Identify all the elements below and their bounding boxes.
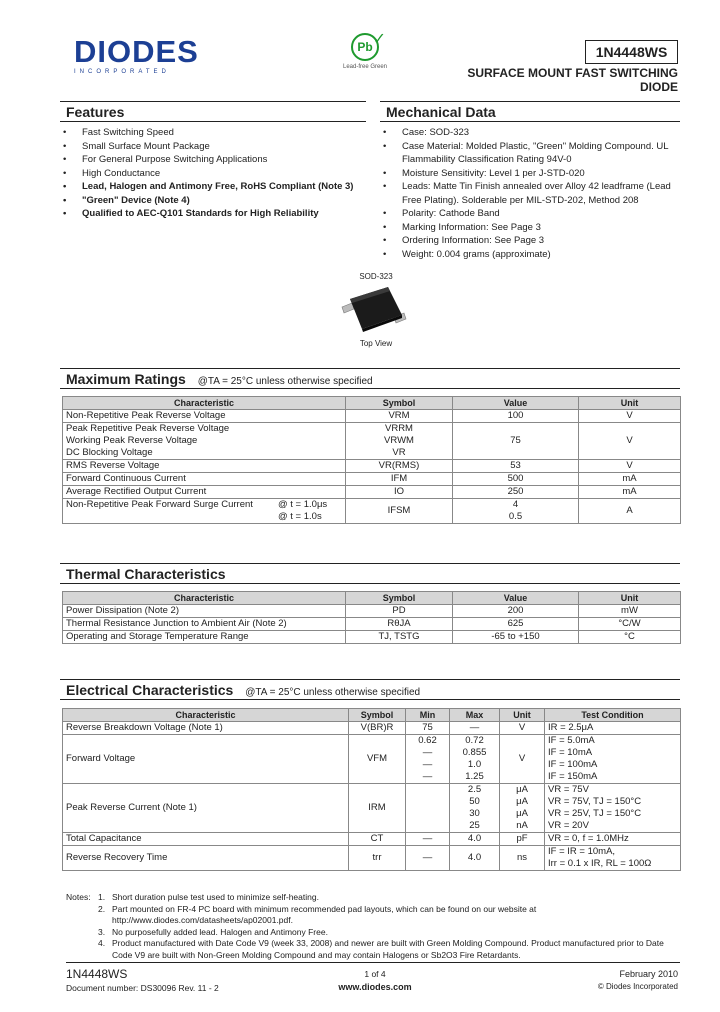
- footer-copyright: © Diodes Incorporated: [597, 982, 678, 991]
- cell-value: 100: [453, 410, 579, 423]
- sod323-package-icon: [336, 281, 416, 337]
- notes-section: [66, 892, 680, 961]
- min-line: 0.62: [418, 735, 437, 746]
- characteristic-line: Peak Repetitive Peak Reverse Voltage: [66, 423, 230, 434]
- cell-min: 75: [406, 722, 450, 735]
- surge-conditions: [278, 499, 327, 523]
- electrical-heading: [60, 679, 680, 700]
- feature-item: • For General Purpose Switching Applications: [60, 153, 370, 167]
- table-row: [63, 499, 681, 524]
- mechanical-item: • Marking Information: See Page 3: [380, 221, 680, 235]
- cell-max: 4.0: [450, 833, 500, 846]
- footer-website-link[interactable]: www.diodes.com: [338, 982, 412, 992]
- test-line: IF = 150mA: [548, 771, 598, 782]
- footer-document-number: Document number: DS30096 Rev. 11 - 2: [66, 983, 219, 993]
- max-line: 30: [469, 808, 480, 819]
- min-line: —: [422, 747, 433, 758]
- characteristic-line: Working Peak Reverse Voltage: [66, 435, 198, 446]
- test-line: VR = 75V: [548, 784, 589, 795]
- electrical-condition: @TA = 25°C unless otherwise specified: [245, 687, 421, 698]
- cell-characteristic: Total Capacitance: [63, 833, 349, 846]
- cell-min: [406, 784, 450, 833]
- col-max: Max: [450, 709, 500, 722]
- cell-characteristic: Non-Repetitive Peak Reverse Voltage: [63, 410, 346, 423]
- cell-characteristic: Operating and Storage Temperature Range: [63, 631, 346, 644]
- note-number: 2.: [98, 903, 106, 914]
- symbol-line: VRWM: [384, 435, 414, 446]
- table-row: [63, 735, 681, 784]
- cell-value: 625: [453, 618, 579, 631]
- mechanical-list: [380, 126, 680, 261]
- cell-min: —: [406, 833, 450, 846]
- electrical-table: [62, 708, 681, 871]
- max-ratings-condition: @TA = 25°C unless otherwise specified: [197, 376, 373, 387]
- unit-line: μA: [516, 808, 528, 819]
- max-ratings-title: Maximum Ratings: [66, 371, 186, 387]
- note-text: Part mounted on FR-4 PC board with minimum recommended pad layouts, which can be found on our website at http://www.diodes.com/datasheets/ap02001.pdf.: [112, 903, 537, 925]
- cell-unit: mA: [579, 486, 681, 499]
- logo-text: DIODES: [74, 34, 199, 69]
- cell-unit: V: [500, 735, 545, 784]
- table-row: [63, 423, 681, 460]
- cell-characteristic: Thermal Resistance Junction to Ambient Air (Note 2): [63, 618, 346, 631]
- cell-symbol: CT: [349, 833, 406, 846]
- cell-symbol: TJ, TSTG: [346, 631, 453, 644]
- table-row: [63, 784, 681, 833]
- max-line: 0.72: [465, 735, 484, 746]
- surge-value-1: 4: [512, 499, 519, 510]
- table-row: [63, 722, 681, 735]
- feature-item: • Lead, Halogen and Antimony Free, RoHS Compliant (Note 3): [60, 180, 370, 194]
- cell-unit: °C: [579, 631, 681, 644]
- cell-unit: mW: [579, 605, 681, 618]
- cell-symbol: [346, 423, 453, 460]
- cell-test-condition: [545, 735, 681, 784]
- package-view-label: Top View: [359, 339, 393, 348]
- cell-unit: A: [579, 499, 681, 524]
- col-symbol: Symbol: [346, 397, 453, 410]
- cell-characteristic: Power Dissipation (Note 2): [63, 605, 346, 618]
- cell-test-condition: [545, 784, 681, 833]
- col-unit: Unit: [579, 592, 681, 605]
- mechanical-heading: Mechanical Data: [380, 101, 680, 122]
- note-row: [66, 904, 680, 927]
- cell-max: —: [450, 722, 500, 735]
- feature-item: • High Conductance: [60, 167, 370, 181]
- note-number: 1.: [98, 892, 106, 902]
- test-line: IF = IR = 10mA,: [548, 846, 616, 857]
- max-line: 1.0: [467, 759, 482, 770]
- test-line: IF = 10mA: [548, 747, 593, 758]
- cell-unit: V: [579, 410, 681, 423]
- cell-value: 75: [453, 423, 579, 460]
- lead-free-badge: [340, 33, 390, 70]
- table-header-row: [63, 592, 681, 605]
- cell-max: 4.0: [450, 846, 500, 871]
- cell-symbol: VRM: [346, 410, 453, 423]
- note-text: No purposefully added lead. Halogen and Antimony Free.: [112, 926, 328, 937]
- col-test-condition: Test Condition: [545, 709, 681, 722]
- cell-value: 250: [453, 486, 579, 499]
- cell-value: 500: [453, 473, 579, 486]
- cell-symbol: IFM: [346, 473, 453, 486]
- notes-label: [66, 938, 98, 961]
- cell-unit: pF: [500, 833, 545, 846]
- cell-characteristic: Average Rectified Output Current: [63, 486, 346, 499]
- col-characteristic: Characteristic: [63, 397, 346, 410]
- mechanical-item: • Case: SOD-323: [380, 126, 680, 140]
- pb-symbol: Pb: [357, 40, 373, 54]
- cell-value: -65 to +150: [453, 631, 579, 644]
- note-row: [66, 892, 680, 904]
- thermal-table: [62, 591, 681, 644]
- cell-characteristic: Forward Continuous Current: [63, 473, 346, 486]
- cell-symbol: VR(RMS): [346, 460, 453, 473]
- cell-characteristic: RMS Reverse Voltage: [63, 460, 346, 473]
- pb-icon: [351, 31, 386, 61]
- table-row: [63, 460, 681, 473]
- cell-symbol: IFSM: [346, 499, 453, 524]
- notes-label: [66, 904, 98, 927]
- col-unit: Unit: [579, 397, 681, 410]
- cell-unit: V: [500, 722, 545, 735]
- cell-test-condition: [545, 846, 681, 871]
- table-row: [63, 486, 681, 499]
- mechanical-item: • Leads: Matte Tin Finish annealed over Alloy 42 leadframe (Lead Free Plating). Solderable per MIL-STD-202, Method 208: [380, 180, 680, 207]
- cell-value: [453, 499, 579, 524]
- surge-condition-1: @ t = 1.0μs: [278, 499, 328, 510]
- unit-line: nA: [516, 820, 528, 831]
- note-number: 4.: [98, 938, 106, 948]
- max-ratings-table: [62, 396, 681, 524]
- features-heading: Features: [60, 101, 366, 122]
- features-list: [60, 126, 370, 221]
- package-label: SOD-323: [359, 272, 393, 281]
- col-characteristic: Characteristic: [63, 709, 349, 722]
- max-line: 25: [469, 820, 480, 831]
- cell-unit: °C/W: [579, 618, 681, 631]
- cell-characteristic: Forward Voltage: [63, 735, 349, 784]
- mechanical-item: • Case Material: Molded Plastic, "Green" Molding Compound. UL Flammability Classification Rating 94V-0: [380, 140, 680, 167]
- cell-symbol: IRM: [349, 784, 406, 833]
- table-row: [63, 631, 681, 644]
- cell-symbol: RθJA: [346, 618, 453, 631]
- note-text: Short duration pulse test used to minimize self-heating.: [112, 892, 319, 902]
- cell-unit: V: [579, 460, 681, 473]
- electrical-title: Electrical Characteristics: [66, 682, 234, 698]
- cell-min: [406, 735, 450, 784]
- note-number: 3.: [98, 926, 106, 937]
- col-symbol: Symbol: [349, 709, 406, 722]
- cell-characteristic: [63, 423, 346, 460]
- diodes-logo: [74, 36, 199, 75]
- surge-characteristic: Non-Repetitive Peak Forward Surge Current: [66, 499, 253, 510]
- feature-item: • Qualified to AEC-Q101 Standards for High Reliability: [60, 207, 370, 221]
- col-value: Value: [453, 397, 579, 410]
- cell-characteristic: Peak Reverse Current (Note 1): [63, 784, 349, 833]
- col-symbol: Symbol: [346, 592, 453, 605]
- max-ratings-heading: [60, 368, 680, 389]
- feature-item: • Small Surface Mount Package: [60, 140, 370, 154]
- logo-subtext: INCORPORATED: [74, 69, 170, 75]
- cell-symbol: IO: [346, 486, 453, 499]
- feature-item: • Fast Switching Speed: [60, 126, 370, 140]
- cell-characteristic: Reverse Breakdown Voltage (Note 1): [63, 722, 349, 735]
- cell-value: 53: [453, 460, 579, 473]
- min-line: —: [422, 759, 433, 770]
- lead-free-caption: Lead-free Green: [342, 64, 388, 70]
- cell-unit: mA: [579, 473, 681, 486]
- table-header-row: [63, 397, 681, 410]
- note-row: [66, 938, 680, 961]
- cell-max: [450, 784, 500, 833]
- col-min: Min: [406, 709, 450, 722]
- mechanical-item: • Weight: 0.004 grams (approximate): [380, 248, 680, 262]
- footer-part-number: 1N4448WS: [66, 967, 128, 981]
- footer-divider: [66, 962, 680, 963]
- min-line: —: [422, 771, 433, 782]
- test-line: IF = 5.0mA: [548, 735, 595, 746]
- notes-label: Notes:: [66, 892, 91, 902]
- cell-symbol: trr: [349, 846, 406, 871]
- cell-characteristic: Reverse Recovery Time: [63, 846, 349, 871]
- max-line: 50: [469, 796, 480, 807]
- unit-line: μA: [516, 796, 528, 807]
- cell-characteristic: [63, 499, 346, 524]
- thermal-heading: Thermal Characteristics: [60, 563, 680, 584]
- footer-page-number: 1 of 4: [364, 969, 386, 979]
- test-line: VR = 75V, TJ = 150°C: [548, 796, 642, 807]
- table-row: [63, 833, 681, 846]
- table-row: [63, 410, 681, 423]
- col-characteristic: Characteristic: [63, 592, 346, 605]
- cell-symbol: PD: [346, 605, 453, 618]
- mechanical-item: • Polarity: Cathode Band: [380, 207, 680, 221]
- cell-unit: [500, 784, 545, 833]
- col-value: Value: [453, 592, 579, 605]
- cell-unit: V: [579, 423, 681, 460]
- cell-symbol: VFM: [349, 735, 406, 784]
- col-unit: Unit: [500, 709, 545, 722]
- table-row: [63, 846, 681, 871]
- cell-max: [450, 735, 500, 784]
- document-subtitle: SURFACE MOUNT FAST SWITCHING DIODE: [467, 66, 678, 94]
- footer-date: February 2010: [619, 969, 678, 979]
- symbol-line: VR: [392, 447, 406, 458]
- notes-label: [66, 927, 98, 939]
- table-header-row: [63, 709, 681, 722]
- max-line: 1.25: [465, 771, 484, 782]
- cell-symbol: V(BR)R: [349, 722, 406, 735]
- note-text: Product manufactured with Date Code V9 (week 33, 2008) and newer are built with Green Molding Compound. Product manufactured prior to Date Code V9 are built with Non-Green Molding Compound and may contain Halogens or Sb2O3 Fire Retardants.: [112, 938, 664, 960]
- cell-test-condition: IR = 2.5μA: [545, 722, 681, 735]
- max-line: 2.5: [467, 784, 482, 795]
- surge-condition-2: @ t = 1.0s: [278, 511, 322, 522]
- test-line: Irr = 0.1 x IR, RL = 100Ω: [548, 858, 652, 869]
- cell-min: —: [406, 846, 450, 871]
- test-line: VR = 20V: [548, 820, 589, 831]
- surge-value-2: 0.5: [508, 511, 523, 522]
- table-row: [63, 618, 681, 631]
- checkmark-icon: ✓: [372, 31, 386, 48]
- test-line: VR = 25V, TJ = 150°C: [548, 808, 642, 819]
- cell-unit: ns: [500, 846, 545, 871]
- max-line: 0.855: [462, 747, 487, 758]
- cell-test-condition: VR = 0, f = 1.0MHz: [545, 833, 681, 846]
- mechanical-item: • Ordering Information: See Page 3: [380, 234, 680, 248]
- test-line: IF = 100mA: [548, 759, 598, 770]
- surge-row-layout: [66, 499, 342, 523]
- unit-line: μA: [516, 784, 528, 795]
- part-number-box: 1N4448WS: [585, 40, 678, 64]
- feature-item: • "Green" Device (Note 4): [60, 194, 370, 208]
- note-row: [66, 927, 680, 939]
- table-row: [63, 473, 681, 486]
- table-row: [63, 605, 681, 618]
- package-figure: [336, 272, 416, 348]
- symbol-line: VRRM: [385, 423, 413, 434]
- mechanical-item: • Moisture Sensitivity: Level 1 per J-STD-020: [380, 167, 680, 181]
- characteristic-line: DC Blocking Voltage: [66, 447, 153, 458]
- cell-value: 200: [453, 605, 579, 618]
